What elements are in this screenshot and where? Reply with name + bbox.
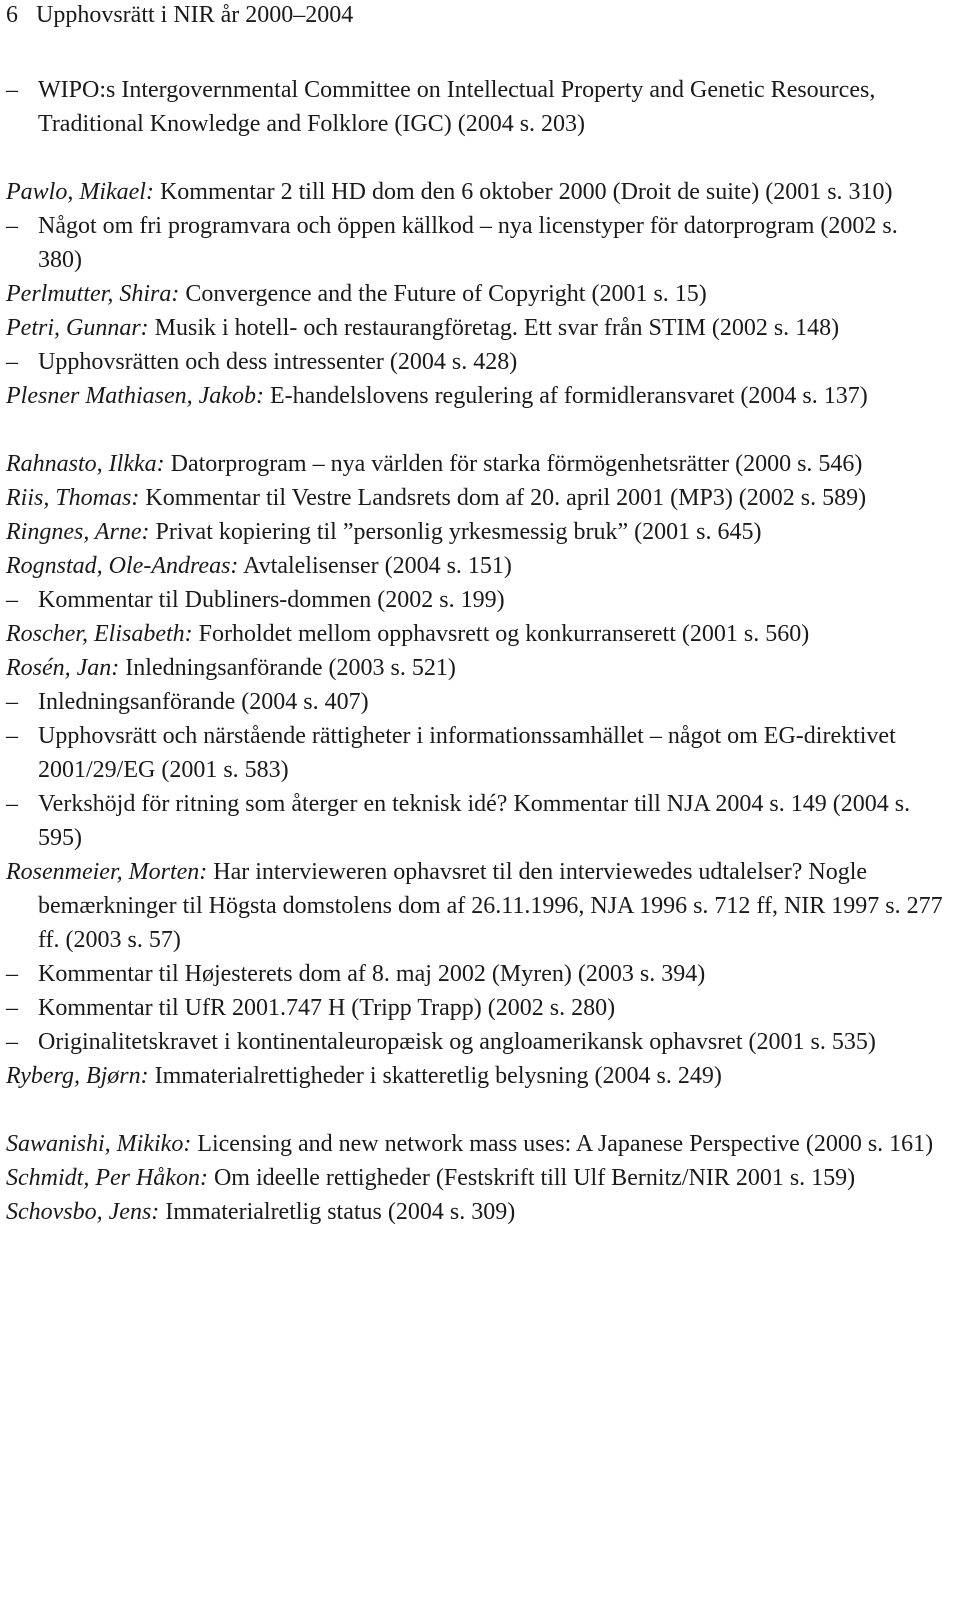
entry-title: Inledningsanförande (2004 s. 407) <box>38 689 369 715</box>
bibliography-entry <box>6 617 946 651</box>
bibliography-entry <box>6 379 946 413</box>
repeat-author-dash: – <box>6 1029 18 1055</box>
bibliography-entry <box>6 855 946 957</box>
entry-title: Originalitetskravet i kontinentaleuropæisk og angloamerikansk ophavsret (2001 s. 535) <box>38 1029 876 1055</box>
entry-title: Forholdet mellom opphavsrett og konkurranserett (2001 s. 560) <box>198 621 810 647</box>
entry-title: Har intervieweren ophavsret til den interviewedes udtalelser? Nogle bemærkninger til Högsta domstolens dom af 26.11.1996, NJA 1996 s. 712 ff, NIR 1997 s. 277 ff. (2003 s. 57) <box>38 859 943 953</box>
entry-author: Roscher, Elisabeth: <box>6 621 193 647</box>
repeat-author-dash: – <box>6 995 18 1021</box>
repeat-author-dash: – <box>6 689 18 715</box>
bibliography-entry <box>6 651 946 685</box>
repeat-author-dash: – <box>6 77 18 103</box>
bibliography-entry <box>6 515 946 549</box>
entry-title: Kommentar 2 till HD dom den 6 oktober 2000 (Droit de suite) (2001 s. 310) <box>159 179 893 205</box>
repeat-author-dash: – <box>6 587 18 613</box>
entry-author: Schmidt, Per Håkon: <box>6 1165 208 1191</box>
page-number: 6 <box>6 2 18 28</box>
entry-author: Riis, Thomas: <box>6 485 140 511</box>
entry-title: Kommentar til Højesterets dom af 8. maj 2002 (Myren) (2003 s. 394) <box>38 961 706 987</box>
entry-title: Avtalelisenser (2004 s. 151) <box>243 553 512 579</box>
entry-title: E-handelslovens regulering af formidleransvaret (2004 s. 137) <box>269 383 868 409</box>
bibliography-entry <box>6 1195 946 1229</box>
chapter-title: Upphovsrätt i NIR år 2000–2004 <box>36 2 354 28</box>
entry-author: Perlmutter, Shira: <box>6 281 180 307</box>
bibliography-entry <box>6 73 946 141</box>
bibliography-list <box>6 73 946 1229</box>
bibliography-entry <box>6 481 946 515</box>
repeat-author-dash: – <box>6 791 18 817</box>
bibliography-entry <box>6 1127 946 1161</box>
entry-title: Kommentar til Dubliners-dommen (2002 s. 199) <box>38 587 505 613</box>
entry-author: Ringnes, Arne: <box>6 519 150 545</box>
entry-title: Privat kopiering til ”personlig yrkesmessig bruk” (2001 s. 645) <box>155 519 762 545</box>
bibliography-entry <box>6 209 946 277</box>
entry-title: Inledningsanförande (2003 s. 521) <box>125 655 456 681</box>
entry-title: Upphovsrätt och närstående rättigheter i informationssamhället – något om EG-direktivet 2001/29/EG (2001 s. 583) <box>38 723 896 783</box>
entry-title: WIPO:s Intergovernmental Committee on Intellectual Property and Genetic Resources, Traditional Knowledge and Folklore (IGC) (2004 s. 203) <box>38 77 876 137</box>
bibliography-entry <box>6 583 946 617</box>
entry-title: Immaterialretlig status (2004 s. 309) <box>165 1199 516 1225</box>
bibliography-entry <box>6 345 946 379</box>
entry-title: Musik i hotell- och restaurangföretag. Ett svar från STIM (2002 s. 148) <box>154 315 840 341</box>
entry-author: Plesner Mathiasen, Jakob: <box>6 383 264 409</box>
bibliography-entry <box>6 175 946 209</box>
entry-title: Licensing and new network mass uses: A Japanese Perspective (2000 s. 161) <box>197 1131 934 1157</box>
entry-author: Petri, Gunnar: <box>6 315 149 341</box>
entry-title: Immaterialrettigheder i skatteretlig belysning (2004 s. 249) <box>154 1063 722 1089</box>
bibliography-entry <box>6 1161 946 1195</box>
entry-title: Om ideelle rettigheder (Festskrift till Ulf Bernitz/NIR 2001 s. 159) <box>213 1165 856 1191</box>
entry-author: Rosenmeier, Morten: <box>6 859 208 885</box>
bibliography-entry <box>6 685 946 719</box>
page-header <box>6 0 353 30</box>
bibliography-entry <box>6 549 946 583</box>
entry-author: Sawanishi, Mikiko: <box>6 1131 192 1157</box>
entry-author: Pawlo, Mikael: <box>6 179 154 205</box>
repeat-author-dash: – <box>6 723 18 749</box>
bibliography-entry <box>6 311 946 345</box>
bibliography-entry <box>6 1059 946 1093</box>
entry-author: Rognstad, Ole-Andreas: <box>6 553 239 579</box>
entry-author: Schovsbo, Jens: <box>6 1199 160 1225</box>
entry-title: Datorprogram – nya världen för starka förmögenhetsrätter (2000 s. 546) <box>170 451 863 477</box>
entry-title: Kommentar til Vestre Landsrets dom af 20. april 2001 (MP3) (2002 s. 589) <box>145 485 867 511</box>
bibliography-entry <box>6 1025 946 1059</box>
bibliography-entry <box>6 719 946 787</box>
entry-author: Rahnasto, Ilkka: <box>6 451 165 477</box>
repeat-author-dash: – <box>6 349 18 375</box>
entry-title: Något om fri programvara och öppen källkod – nya licenstyper för datorprogram (2002 s. 380) <box>38 213 898 273</box>
repeat-author-dash: – <box>6 961 18 987</box>
entry-title: Verkshöjd för ritning som återger en teknisk idé? Kommentar till NJA 2004 s. 149 (2004 s. 595) <box>38 791 911 851</box>
bibliography-entry <box>6 277 946 311</box>
bibliography-entry <box>6 957 946 991</box>
entry-title: Convergence and the Future of Copyright (2001 s. 15) <box>185 281 707 307</box>
bibliography-entry <box>6 991 946 1025</box>
entry-title: Upphovsrätten och dess intressenter (2004 s. 428) <box>38 349 518 375</box>
repeat-author-dash: – <box>6 213 18 239</box>
bibliography-entry <box>6 447 946 481</box>
bibliography-entry <box>6 787 946 855</box>
entry-author: Rosén, Jan: <box>6 655 120 681</box>
entry-title: Kommentar til UfR 2001.747 H (Tripp Trapp) (2002 s. 280) <box>38 995 616 1021</box>
entry-author: Ryberg, Bjørn: <box>6 1063 149 1089</box>
